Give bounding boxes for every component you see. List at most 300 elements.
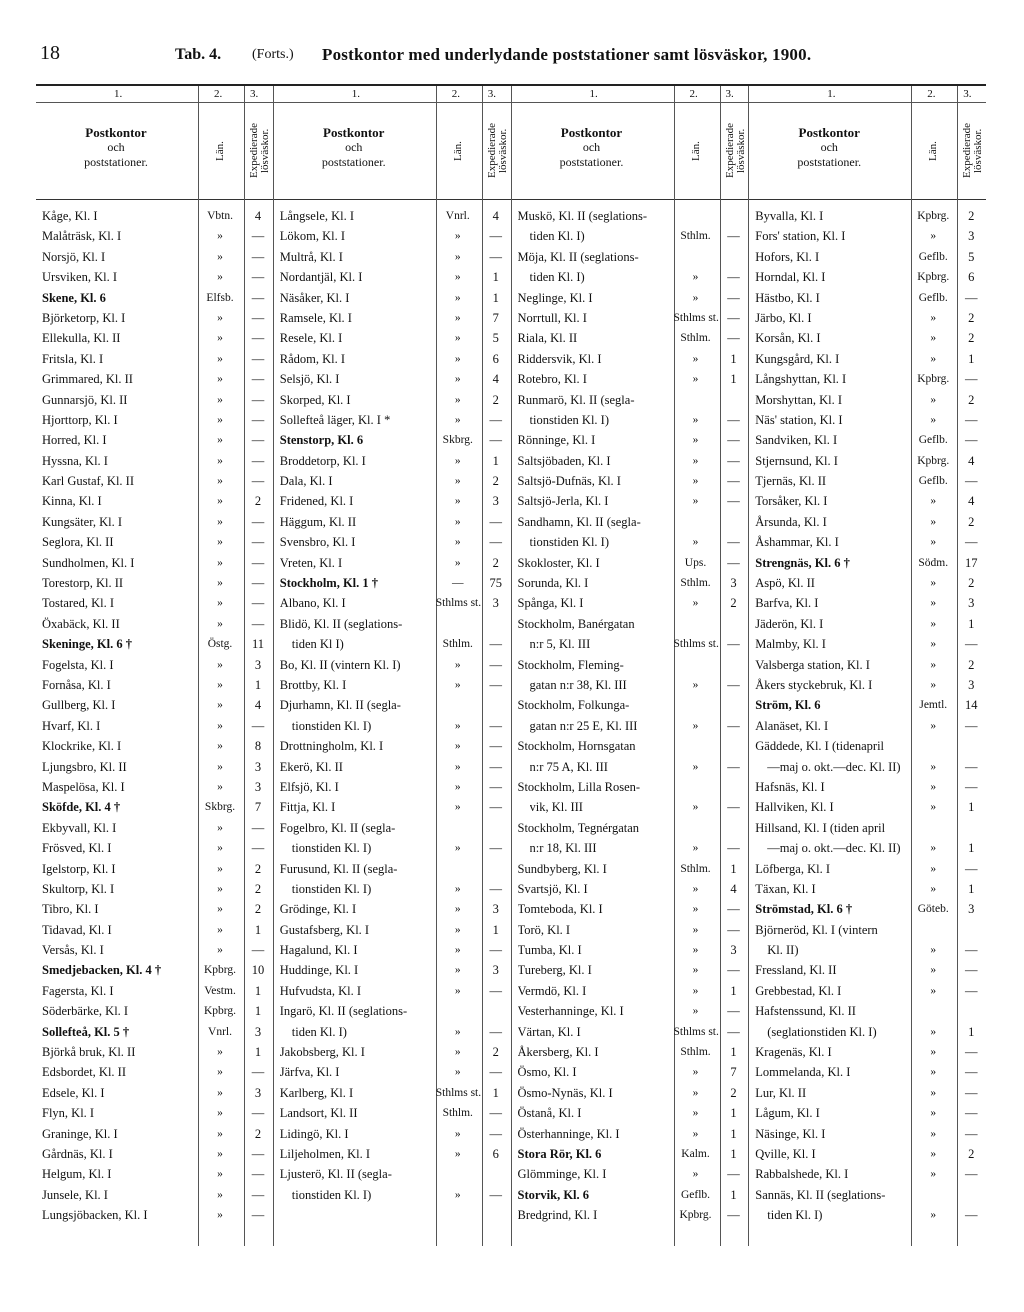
station-name: Elfsjö, Kl. I [279,779,339,794]
station-lan: » [217,780,223,793]
station-lan: » [454,780,461,793]
table-row [274,1185,511,1205]
station-expedierade: — [727,555,740,570]
table-row [512,634,749,654]
station-name: Ekerö, Kl. II [279,759,343,774]
station-expedierade: — [489,759,502,774]
station-name: Gullberg, Kl. I [42,698,116,713]
table-row [512,859,749,879]
station-name: Furusund, Kl. II (segla- [279,861,398,876]
station-name: Långsele, Kl. I [279,209,355,223]
station-name: Åshammar, Kl. I [755,535,839,550]
station-expedierade: 3 [968,229,975,244]
table-row [36,879,273,899]
station-expedierade: 1 [730,1187,737,1202]
table-row [274,797,511,817]
station-expedierade: — [727,412,740,427]
station-name: Muskö, Kl. II (seglations- [517,209,647,223]
station-expedierade: — [965,943,978,958]
station-lan: Vnrl. [208,1025,232,1038]
station-expedierade: 2 [968,209,975,223]
station-expedierade: 3 [730,943,737,958]
station-name: Rabbalshede, Kl. I [755,1167,849,1182]
station-name: Skene, Kl. 6 [42,290,106,305]
station-name: Glömminge, Kl. I [517,1167,607,1182]
table-row [274,1022,511,1042]
station-name: Albano, Kl. I [279,596,346,611]
table-row [512,1124,749,1144]
table-row [36,226,273,246]
station-expedierade: — [489,943,502,958]
station-name: Tureberg, Kl. I [517,963,592,978]
station-expedierade: — [251,535,265,550]
table-row [512,879,749,899]
station-expedierade: 2 [492,474,499,489]
station-expedierade: — [727,922,740,937]
station-name: Dala, Kl. I [279,474,333,489]
station-name: Flyn, Kl. I [42,1106,95,1121]
station-name: Djurhamn, Kl. II (segla- [279,698,401,713]
station-name: Öxabäck, Kl. II [42,616,120,631]
station-lan: » [454,250,461,263]
station-expedierade: — [251,514,265,529]
station-lan: » [217,515,223,528]
table-row [36,267,273,287]
station-name: Kinna, Kl. I [42,494,102,509]
header-postkontor [36,125,196,170]
station-name: Landsort, Kl. II [279,1106,358,1121]
station-name: Rönninge, Kl. I [517,433,596,448]
station-name: tiden Kl. I) [529,270,585,285]
station-name: Stenstorp, Kl. 6 [279,433,364,448]
table-row [749,1042,986,1062]
table-rows [512,206,749,1226]
station-expedierade: — [251,453,265,468]
table-row [274,981,511,1001]
table-row [512,777,749,797]
header-postkontor [749,125,909,170]
station-expedierade: 1 [968,881,975,896]
station-expedierade: — [251,331,265,346]
station-expedierade: — [251,433,265,448]
station-expedierade: 6 [492,351,499,366]
station-name: Torestorp, Kl. II [42,576,124,591]
table-row [512,838,749,858]
station-expedierade: — [251,270,265,285]
station-name: Fridened, Kl. I [279,494,354,509]
station-lan: » [454,515,461,528]
station-name: Riddersvik, Kl. I [517,351,602,366]
table-row [274,369,511,389]
station-expedierade: — [727,535,740,550]
station-lan: » [217,719,223,732]
station-lan: » [217,944,223,957]
table-row [512,553,749,573]
station-name: Stockholm, Fleming- [517,657,624,672]
table-row [749,899,986,919]
station-name: Sollefteå läger, Kl. I * [279,412,391,427]
station-name: n:r 5, Kl. III [529,637,591,652]
station-name: Brottby, Kl. I [279,677,347,692]
station-name: Järfva, Kl. I [279,1065,340,1080]
table-row [749,1022,986,1042]
station-lan: Geflb. [918,475,948,488]
table-row [36,593,273,613]
table-row [749,512,986,532]
station-lan: — [452,577,464,590]
station-lan: » [454,291,461,304]
station-lan: Kpbrg. [917,210,950,222]
table-row [749,1205,986,1225]
station-expedierade: — [727,1024,740,1039]
station-lan: » [930,1147,937,1160]
header-name-line2: och [345,140,363,154]
station-lan: » [454,740,461,753]
station-name: tionstiden Kl. I) [291,1187,372,1202]
station-expedierade: — [727,841,740,856]
station-name: Stora Rör, Kl. 6 [517,1146,602,1161]
table-row [749,981,986,1001]
table-row [36,410,273,430]
table-row [36,859,273,879]
station-lan: » [692,944,699,957]
station-expedierade: 2 [254,494,262,509]
station-name: Saltsjö-Jerla, Kl. I [517,494,609,509]
station-name: Torö, Kl. I [517,922,571,937]
table-row [274,736,511,756]
station-name: Igelstorp, Kl. I [42,861,116,876]
station-lan: Geflb. [918,250,948,263]
station-lan: » [930,801,937,814]
table-row [512,1103,749,1123]
column-number-2: 2. [214,88,223,100]
header-expedierade: Expedierade lösväskor. [961,123,985,179]
station-lan: » [454,556,461,569]
station-expedierade: 2 [254,861,262,876]
station-expedierade: — [965,433,978,448]
station-name: Sköfde, Kl. 4 † [42,800,121,815]
station-expedierade: — [251,412,265,427]
station-lan: » [217,556,223,569]
station-lan: » [454,1127,461,1140]
station-expedierade: 1 [968,351,975,366]
column-header [36,103,273,200]
station-name: Huddinge, Kl. I [279,963,359,978]
table-row [512,818,749,838]
station-expedierade: — [489,535,502,550]
station-lan: » [930,862,937,875]
table-row [274,1042,511,1062]
station-expedierade: — [251,1187,265,1202]
station-name: tiden Kl. I) [767,1208,823,1223]
column-number-2: 2. [689,88,698,100]
station-lan: » [930,964,937,977]
station-lan: » [217,658,223,671]
station-expedierade: 3 [968,902,975,917]
station-name: Fogelsta, Kl. I [42,657,114,672]
station-lan: » [217,678,223,691]
station-lan: » [692,495,699,508]
table-row [512,512,749,532]
station-lan: » [217,903,223,916]
station-lan: » [692,923,699,936]
station-expedierade: — [965,474,978,489]
station-expedierade: 4 [254,698,262,713]
table-row [749,777,986,797]
station-lan: Kalm. [681,1147,710,1160]
table-row [749,818,986,838]
table-row [749,960,986,980]
table-row [512,491,749,511]
station-expedierade: 17 [965,555,978,570]
station-expedierade: 3 [254,657,262,672]
table-row [512,1164,749,1184]
station-name: Karl Gustaf, Kl. II [42,474,134,489]
station-name: Qville, Kl. I [755,1146,816,1161]
station-name: Fornåsa, Kl. I [42,677,111,692]
column-number-2: 2. [927,88,936,100]
table-row [749,288,986,308]
station-expedierade: 2 [968,1146,975,1161]
table-row [274,206,511,226]
station-lan: » [454,964,461,977]
station-name: Korsån, Kl. I [755,331,821,346]
table-row [274,675,511,695]
station-name: Gårdnäs, Kl. I [42,1146,113,1161]
station-lan: » [930,393,937,406]
table-block-2 [274,86,512,1246]
table-row [274,655,511,675]
station-name: Björketorp, Kl. I [42,310,126,325]
station-expedierade: 8 [254,739,262,754]
station-name: Saltsjö-Dufnäs, Kl. I [517,474,621,489]
table-row [512,614,749,634]
station-lan: » [930,678,937,691]
table-row [36,430,273,450]
station-name: Tjernäs, Kl. II [755,474,827,489]
station-expedierade: 1 [254,1045,262,1060]
station-name: Stockholm, Folkunga- [517,698,630,713]
station-lan: Geflb. [918,291,948,304]
station-name: Stockholm, Banérgatan [517,616,635,631]
station-name: Rotebro, Kl. I [517,372,587,387]
station-lan: » [692,719,699,732]
station-expedierade: — [965,779,978,794]
station-lan: » [930,1066,937,1079]
table-row [36,1185,273,1205]
table-block-4 [749,86,986,1246]
station-lan: Geflb. [680,1188,711,1201]
table-block-1 [36,86,274,1246]
station-name: Sandhamn, Kl. II (segla- [517,514,641,529]
station-lan: » [454,454,461,467]
station-lan: Sthlms st. [435,1086,482,1099]
station-expedierade: 1 [968,841,975,856]
station-name: tionstiden Kl. I) [291,881,372,896]
station-expedierade: — [727,718,740,733]
station-expedierade: — [965,1106,978,1121]
table-row [749,308,986,328]
station-expedierade: 1 [492,922,499,937]
station-lan: » [217,1107,223,1120]
station-expedierade: — [727,433,740,448]
station-lan: » [454,230,461,243]
station-expedierade: — [727,759,740,774]
station-name: Stockholm, Tegnérgatan [517,820,640,835]
station-expedierade: — [251,249,265,264]
table-row [749,553,986,573]
table-row [274,573,511,593]
station-lan: » [217,577,223,590]
station-expedierade: — [489,637,502,652]
table-row [512,675,749,695]
station-expedierade: 1 [730,983,737,998]
station-expedierade: 4 [492,372,499,387]
station-expedierade: 4 [968,453,975,468]
station-expedierade: — [251,576,265,591]
station-expedierade: — [489,1106,502,1121]
station-expedierade: 3 [730,576,737,591]
station-lan: Sthlms st. [435,597,482,610]
station-lan: » [930,638,937,651]
header-name-line2: och [820,140,838,154]
station-expedierade: — [489,229,502,244]
table-row [36,1001,273,1021]
station-name: Hafstenssund, Kl. II [755,1004,856,1019]
station-expedierade: 3 [492,494,499,509]
station-name: Lidingö, Kl. I [279,1126,349,1141]
station-lan: » [692,1086,699,1099]
table-row [749,267,986,287]
station-lan: Skbrg. [442,434,473,447]
table-row [36,1103,273,1123]
station-name: tiden Kl. I) [291,1024,347,1039]
station-expedierade: 4 [968,494,975,509]
station-name: Vermdö, Kl. I [517,983,587,998]
table-row [512,247,749,267]
station-lan: » [692,352,699,365]
station-name: Barfva, Kl. I [755,596,819,611]
table-row [274,634,511,654]
station-name: Versås, Kl. I [42,943,104,958]
station-lan: Vbtn. [207,210,233,222]
station-name: tionstiden Kl. I) [291,841,372,856]
station-lan: Sthlm. [442,638,473,651]
station-expedierade: — [489,739,502,754]
table-row [512,369,749,389]
table-row [749,675,986,695]
station-lan: » [930,882,937,895]
station-expedierade: — [251,372,265,387]
table-row [36,206,273,226]
station-expedierade: — [965,718,978,733]
station-lan: » [217,393,223,406]
station-lan: » [217,842,223,855]
table-row [512,981,749,1001]
header-postkontor [512,125,672,170]
station-expedierade: — [489,1187,502,1202]
station-expedierade: — [965,535,978,550]
station-expedierade: 1 [730,372,737,387]
station-name: Fittja, Kl. I [279,800,336,815]
station-lan: » [454,311,461,324]
station-name: Kåge, Kl. I [42,209,98,223]
station-expedierade: 2 [492,1045,499,1060]
station-name: Saltsjöbaden, Kl. I [517,453,611,468]
table-row [36,736,273,756]
table-block-3 [512,86,750,1246]
station-expedierade: 1 [730,351,737,366]
station-lan: » [217,332,223,345]
station-expedierade: 1 [492,270,499,285]
station-expedierade: 5 [968,249,975,264]
table-row [274,838,511,858]
station-expedierade: 7 [730,1065,737,1080]
station-name: Runmarö, Kl. II (segla- [517,392,635,407]
header-name-line2: och [107,140,125,154]
station-lan: Sthlm. [680,1046,711,1059]
table-row [749,1001,986,1021]
station-lan: » [930,984,937,997]
table-row [512,797,749,817]
station-name: Fressland, Kl. II [755,963,837,978]
station-lan: » [217,821,223,834]
station-name: Karlberg, Kl. I [279,1085,354,1100]
station-expedierade: 2 [254,902,262,917]
station-name: Åkers styckebruk, Kl. I [755,677,873,692]
table-row [512,1042,749,1062]
column-header [274,103,511,200]
table-row [274,491,511,511]
station-expedierade: 2 [968,576,975,591]
station-name: Edsbordet, Kl. II [42,1065,127,1080]
table-row [36,288,273,308]
station-name: Ramsele, Kl. I [279,310,352,325]
table-row [749,757,986,777]
station-name: Klockrike, Kl. I [42,739,122,754]
station-expedierade: — [727,229,740,244]
station-lan: » [930,658,937,671]
station-lan: » [217,1209,223,1222]
station-name: Sundbyberg, Kl. I [517,861,607,876]
station-name: Svartsjö, Kl. I [517,881,588,896]
station-lan: » [930,780,937,793]
station-name: tionstiden Kl. I) [291,718,372,733]
station-expedierade: 1 [730,1146,737,1161]
station-expedierade: 2 [968,514,975,529]
station-name: Stockholm, Lilla Rosen- [517,779,641,794]
table-row [512,288,749,308]
station-name: Gäddede, Kl. I (tidenapril [755,739,885,754]
station-lan: Vestm. [204,984,236,997]
station-lan: » [454,944,461,957]
station-expedierade: — [251,555,265,570]
header-name-line1: Postkontor [560,125,623,140]
station-lan: Kpbrg. [917,271,950,284]
station-lan: » [454,658,461,671]
station-name: Norsjö, Kl. I [42,249,106,264]
station-name: Björneröd, Kl. I (vintern [755,922,878,937]
station-name: Byvalla, Kl. I [755,209,824,223]
table-row [36,614,273,634]
station-lan: » [930,311,937,324]
station-name: Hästbo, Kl. I [755,290,820,305]
station-lan: » [454,536,461,549]
table-row [274,308,511,328]
table-row [36,920,273,940]
table-row [749,1062,986,1082]
station-lan: » [217,1188,223,1201]
